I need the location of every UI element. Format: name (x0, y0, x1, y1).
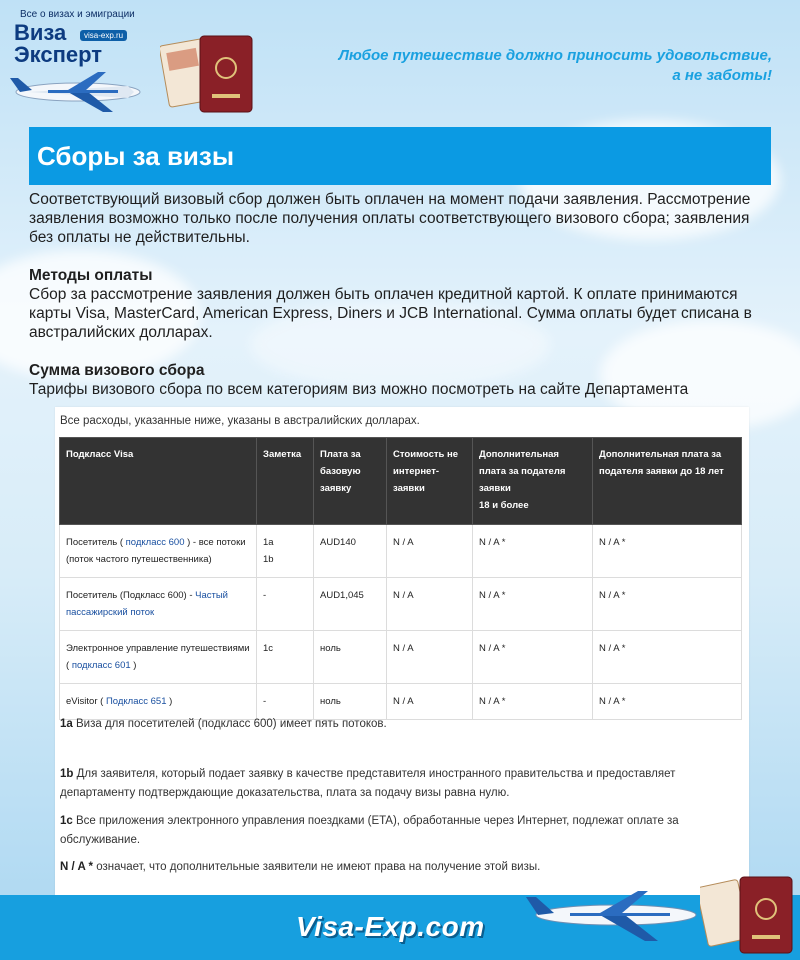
cell-subclass (60, 525, 257, 578)
page-title: Сборы за визы (37, 141, 235, 171)
footnote-1c (60, 812, 740, 850)
intro-paragraph: Соответствующий визовый сбор должен быть оплачен на момент подачи заявления. Рассмотрение заявления возможно только после получения оплаты соответствующего визового сбора; заявления без оплаты не действительны. (29, 191, 751, 246)
footnote-1b (60, 765, 740, 803)
airplane-icon (8, 56, 158, 116)
cell-non-internet: N / A (387, 631, 473, 684)
note-ref: 1a (263, 537, 274, 548)
subclass-text: Электронное управление путешествиями ( (66, 643, 250, 671)
cell-extra-child: N / A * (593, 631, 742, 684)
logo-line-1: Виза (14, 20, 67, 45)
col-header-base-fee: Плата за базовую заявку (314, 438, 387, 525)
col-header-non-internet: Стоимость не интернет-заявки (387, 438, 473, 525)
cell-extra-adult: N / A * (473, 631, 593, 684)
footnote-na (60, 858, 740, 877)
footnote-1a (60, 715, 740, 734)
logo-domain: visa-exp.ru (80, 30, 127, 41)
passport-icon (700, 873, 796, 957)
footnote-key: 1a (60, 718, 73, 730)
footnote-text: означает, что дополнительные заявители не имеют права на получение этой визы. (93, 861, 541, 873)
fee-paragraph: Тарифы визового сбора по всем категориям виз можно посмотреть на сайте Департамента (29, 381, 689, 398)
subclass-link[interactable]: подкласс 600 (125, 537, 185, 548)
slogan-line-2: а не заботы! (672, 67, 772, 84)
subclass-text: Посетитель ( (66, 537, 126, 548)
subclass-text: Посетитель (Подкласс 600) - (66, 590, 196, 601)
payment-paragraph: Сбор за рассмотрение заявления должен быть оплачен кредитной картой. К оплате принимаются карты Visa, MasterCard, American Express, Diners и JCB International. Сумма оплаты будет списана в австралийских долларах. (29, 286, 752, 341)
note-ref: 1b (263, 554, 274, 565)
airplane-icon (520, 885, 720, 945)
footnote-text: Для заявителя, который подает заявку в качестве представителя иностранного правительства и предоставляет департаменту подтверждающие доказательства, плата за подачу визы равна нулю. (60, 768, 676, 799)
slogan-line-1: Любое путешествие должно приносить удовольствие, (338, 47, 772, 64)
footnote-key: 1b (60, 768, 74, 780)
cell-base-fee: AUD1,045 (314, 578, 387, 631)
cell-note: - (257, 684, 314, 720)
subclass-link[interactable]: Частый пассажирский поток (66, 590, 228, 618)
subclass-link[interactable]: подкласс 601 (71, 660, 131, 671)
footnote-text: Виза для посетителей (подкласс 600) имеет пять потоков. (72, 718, 387, 730)
fee-heading: Сумма визового сбора (29, 362, 205, 379)
cell-base-fee: ноль (314, 631, 387, 684)
table-row (60, 525, 742, 578)
table-row (60, 631, 742, 684)
subclass-text: ) (130, 660, 137, 671)
article-body (29, 190, 774, 399)
site-slogan (339, 46, 772, 86)
cell-base-fee: ноль (314, 684, 387, 720)
col-header-note: Заметка (257, 438, 314, 525)
cell-extra-child: N / A * (593, 684, 742, 720)
cell-extra-child: N / A * (593, 525, 742, 578)
cell-non-internet: N / A (387, 578, 473, 631)
col-header-extra-child: Дополнительная плата за подателя заявки до 18 лет (593, 438, 742, 525)
cell-note: 1c (257, 631, 314, 684)
subclass-link[interactable]: Подкласс 651 (105, 696, 167, 707)
footnote-text: Все приложения электронного управления поездками (ETA), обработанные через Интернет, подлежат оплате за обслуживание. (60, 815, 679, 846)
fees-table (59, 437, 742, 720)
col-header-extra-adult-label: Дополнительная плата за подателя заявки (479, 449, 566, 494)
cell-subclass (60, 631, 257, 684)
site-header (0, 0, 800, 122)
cell-base-fee: AUD140 (314, 525, 387, 578)
logo-line-2: Эксперт (14, 42, 103, 67)
table-header-row (60, 438, 742, 525)
subclass-text: ) (166, 696, 173, 707)
site-footer (0, 895, 800, 960)
page-title-bar (29, 127, 771, 185)
col-header-extra-adult (473, 438, 593, 525)
payment-heading: Методы оплаты (29, 267, 153, 284)
footer-brand[interactable]: Visa-Exp.com (296, 911, 485, 942)
col-header-extra-adult-age: 18 и более (479, 500, 529, 511)
subclass-text: eVisitor ( (66, 696, 106, 707)
currency-note: Все расходы, указанные ниже, указаны в австралийских долларах. (60, 415, 420, 427)
cell-note (257, 525, 314, 578)
fees-table-panel (55, 407, 749, 895)
cell-subclass (60, 578, 257, 631)
footnote-key: 1c (60, 815, 73, 827)
col-header-subclass: Подкласс Visa (60, 438, 257, 525)
site-tagline: Все о визах и эмиграции (20, 9, 135, 20)
cell-non-internet: N / A (387, 684, 473, 720)
cell-extra-child: N / A * (593, 578, 742, 631)
footnote-key: N / A * (60, 861, 94, 873)
cell-note: - (257, 578, 314, 631)
cell-non-internet: N / A (387, 525, 473, 578)
passport-icon (160, 28, 260, 122)
cell-extra-adult: N / A * (473, 525, 593, 578)
table-row (60, 578, 742, 631)
cell-extra-adult: N / A * (473, 578, 593, 631)
subclass-text: ) - все потоки (поток частого путешественника) (66, 537, 246, 565)
cell-extra-adult: N / A * (473, 684, 593, 720)
